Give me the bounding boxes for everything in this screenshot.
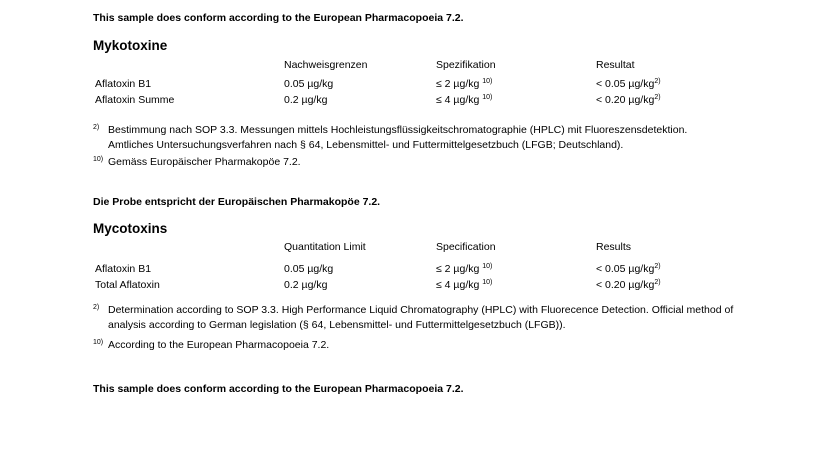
footnote-ref: 10) <box>482 263 493 270</box>
footnote-mark: 2) <box>93 304 100 311</box>
de-header-result: Resultat <box>596 59 635 71</box>
footnote-ref: 10) <box>482 78 493 85</box>
en-footnote-10-text: According to the European Pharmacopoeia 7.2. <box>108 339 330 351</box>
de-row-2-name: Aflatoxin Summe <box>95 94 175 106</box>
en-row-2-spec: ≤ 4 µg/kg $^{10)}$ <box>436 279 493 291</box>
de-footnote-10-text: Gemäss Europäischer Pharmakopöe 7.2. <box>108 156 301 168</box>
heading-mykotoxine: Mykotoxine <box>93 38 168 53</box>
de-row-2-spec: ≤ 4 µg/kg $^{10)}$ <box>436 94 493 106</box>
en-row-1-spec: ≤ 2 µg/kg $^{10)}$ <box>436 263 493 275</box>
de-header-limit: Nachweisgrenzen <box>284 59 368 71</box>
footnote-ref: 2) <box>654 78 661 85</box>
de-conformity-statement: Die Probe entspricht der Europäischen Pharmakopöe 7.2. <box>93 196 381 208</box>
heading-mycotoxins: Mycotoxins <box>93 221 168 236</box>
en-row-2-limit: 0.2 µg/kg <box>284 279 328 291</box>
footnote-ref: 2) <box>654 94 661 101</box>
footnote-ref: 10) <box>482 94 493 101</box>
en-conformity-statement: This sample does conform according to the European Pharmacopoeia 7.2. <box>93 383 464 395</box>
de-header-spec: Spezifikation <box>436 59 496 71</box>
en-footnote-2-line-2: analysis according to German legislation (§ 64, Lebensmittel- und Futtermittelgesetzbuch (LFGB)). <box>108 319 566 331</box>
de-footnote-2-line-2: Amtliches Untersuchungsverfahren nach § 64, Lebensmittel- und Futtermittelgesetzbuch (LFGB; Deutschland). <box>108 139 624 151</box>
de-row-1-limit: 0.05 µg/kg <box>284 78 334 90</box>
de-row-1-spec: ≤ 2 µg/kg $^{10)}$ <box>436 78 493 90</box>
top-conformity-statement: This sample does conform according to the European Pharmacopoeia 7.2. <box>93 12 464 24</box>
en-header-limit: Quantitation Limit <box>284 241 366 253</box>
de-footnote-2 <box>93 123 793 155</box>
de-row-2-result: < 0.20 $\mu g/kg^{2)}$ <box>596 94 661 106</box>
de-row-1-result: < 0.05 $\mu g/kg^{2)}$ <box>596 78 661 90</box>
footnote-mark: 2) <box>93 124 100 131</box>
en-row-1-result: < 0.05 $\mu g/kg^{2)}$ <box>596 263 661 275</box>
footnote-ref: 10) <box>482 279 493 286</box>
de-row-1-name: Aflatoxin B1 <box>95 78 152 90</box>
footnote-ref: 2) <box>654 263 661 270</box>
en-row-1-limit: 0.05 µg/kg <box>284 263 334 275</box>
de-footnote-2-line-1: Bestimmung nach SOP 3.3. Messungen mittels Hochleistungsflüssigkeitschromatographie (HPLC) mit Fluoreszensdetektion. <box>108 124 688 136</box>
footnote-mark: 10) <box>93 339 104 346</box>
en-header-result: Results <box>596 241 632 253</box>
de-row-2-limit: 0.2 µg/kg <box>284 94 328 106</box>
footnote-mark: 10) <box>93 156 104 163</box>
en-header-spec: Specification <box>436 241 496 253</box>
en-footnote-2 <box>93 303 813 335</box>
en-footnote-2-line-1: Determination according to SOP 3.3. High Performance Liquid Chromatography (HPLC) with Fluorecence Detection. Official method of <box>108 304 734 316</box>
de-footnote-10 <box>93 155 493 171</box>
footnote-ref: 2) <box>654 279 661 286</box>
en-row-1-name: Aflatoxin B1 <box>95 263 152 275</box>
en-footnote-10 <box>93 338 493 354</box>
en-row-2-name: Total Aflatoxin <box>95 279 160 291</box>
en-row-2-result: < 0.20 $\mu g/kg^{2)}$ <box>596 279 661 291</box>
